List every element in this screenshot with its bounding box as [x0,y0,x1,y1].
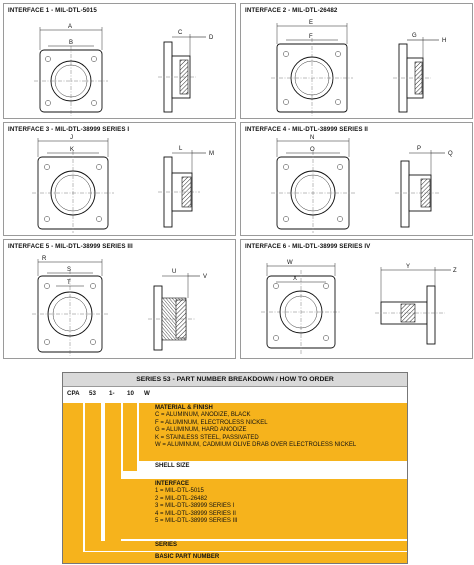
dim-F-label: F [309,34,313,40]
interface-6-drawing [241,240,472,358]
dim-Q-label: Q [448,151,453,157]
interface-option-3: 3 = MIL-DTL-38999 SERIES I [155,503,235,510]
interface-2-panel [240,3,473,119]
material-title: MATERIAL & FINISH [155,405,213,411]
dim-N-label: N [310,135,315,141]
code-material: W [144,390,150,397]
band-series [85,403,101,551]
band-basic-row [63,552,407,563]
material-f: F = ALUMINUM, ELECTROLESS NICKEL [155,419,268,426]
code-series: 53 [89,390,96,397]
dim-B-label: B [69,40,74,46]
dim-H-label: H [442,38,447,44]
dim-V-label: V [203,274,208,280]
material-k: K = STAINLESS STEEL, PASSIVATED [155,434,259,441]
interface-4-drawing [241,123,472,235]
dim-G-label: G [412,33,417,39]
interface-4-title: INTERFACE 4 - MIL-DTL-38999 SERIES II [245,126,369,133]
code-interface: 1- [109,390,115,397]
interface-title: INTERFACE [155,481,190,487]
dim-C-label: C [178,30,183,36]
code-shell-size: 10 [127,390,134,397]
part-number-header: SERIES 53 - PART NUMBER BREAKDOWN / HOW TO ORDER [63,373,407,387]
dim-R-label: R [42,256,47,262]
interface-1-panel [3,3,236,119]
dim-D-label: D [209,35,214,41]
band-series-row [85,541,407,551]
interface-option-5: 5 = MIL-DTL-38999 SERIES III [155,518,238,525]
interface-5-drawing [4,240,235,358]
dim-A-label: A [68,24,73,30]
dim-T-label: T [67,280,71,286]
interface-3-drawing [4,123,235,235]
interface-6-title: INTERFACE 6 - MIL-DTL-38999 SERIES IV [245,243,371,250]
dim-S-label: S [67,267,72,273]
material-w: W = ALUMINUM, CADMIUM OLIVE DRAB OVER ELECTROLESS NICKEL [155,442,357,449]
dim-Z-label: Z [453,268,457,274]
interface-1-title: INTERFACE 1 - MIL-DTL-5015 [8,7,97,14]
code-prefix: CPA [67,390,80,397]
dim-J-label: J [70,135,73,141]
interface-5-title: INTERFACE 5 - MIL-DTL-38999 SERIES III [8,243,133,250]
interface-block [155,481,238,525]
interface-5-panel [3,239,236,359]
band-basic [63,403,83,563]
dim-M-label: M [209,151,214,157]
series-label: SERIES [155,542,178,548]
dim-Y-label: Y [406,264,411,270]
interface-2-title: INTERFACE 2 - MIL-DTL-26482 [245,7,338,14]
interface-4-panel [240,122,473,236]
dim-P-label: P [417,146,422,152]
material-block [155,405,356,449]
interface-3-title: INTERFACE 3 - MIL-DTL-38999 SERIES I [8,126,130,133]
band-interface-box [105,479,407,539]
part-number-breakdown [62,372,408,564]
dim-W-label: W [287,260,293,266]
band-shell-size [123,403,137,471]
interface-option-4: 4 = MIL-DTL-38999 SERIES II [155,510,236,517]
interface-2-drawing [241,4,472,118]
dim-U-label: U [172,269,177,275]
material-c: C = ALUMINUM, ANODIZE, BLACK [155,412,251,419]
basic-part-number-label: BASIC PART NUMBER [155,554,220,560]
dim-O-label: O [310,147,315,153]
interface-6-panel [240,239,473,359]
dim-L-label: L [179,146,183,152]
interface-option-1: 1 = MIL-DTL-5015 [155,488,204,495]
dim-K-label: K [70,147,75,153]
interface-3-panel [3,122,236,236]
interface-option-2: 2 = MIL-DTL-26482 [155,495,208,502]
material-g: G = ALUMINUM, HARD ANODIZE [155,427,247,434]
dim-E-label: E [309,20,314,26]
dim-X-label: X [293,276,298,282]
interface-1-drawing [4,4,235,118]
shell-size-label: SHELL SIZE [155,463,190,469]
